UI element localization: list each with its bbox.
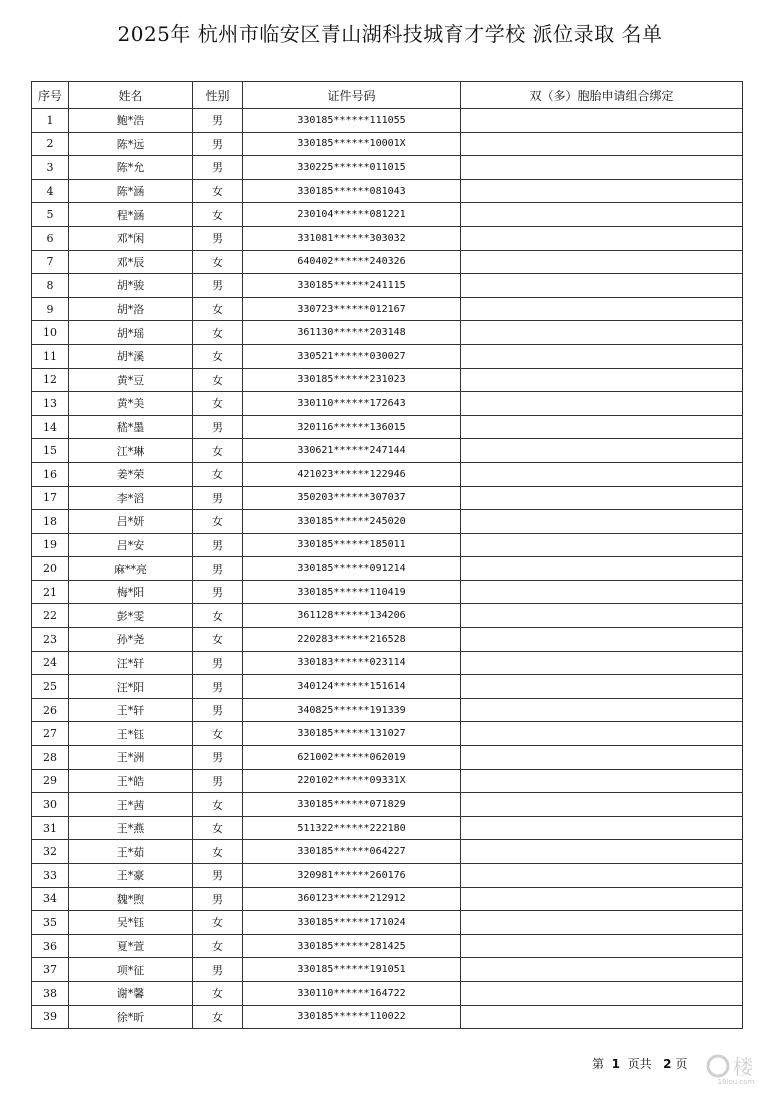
cell-twin-binding xyxy=(461,887,743,911)
cell-seq: 19 xyxy=(32,533,69,557)
cell-twin-binding xyxy=(461,840,743,864)
cell-name: 陈*远 xyxy=(69,132,193,156)
cell-seq: 21 xyxy=(32,580,69,604)
cell-gender: 女 xyxy=(193,722,243,746)
cell-gender: 女 xyxy=(193,462,243,486)
header-twin-binding: 双（多）胞胎申请组合绑定 xyxy=(461,82,743,109)
cell-id-number: 330185******281425 xyxy=(243,934,461,958)
cell-gender: 男 xyxy=(193,746,243,770)
cell-name: 王*轩 xyxy=(69,698,193,722)
cell-id-number: 640402******240326 xyxy=(243,250,461,274)
table-row xyxy=(32,981,743,1005)
cell-twin-binding xyxy=(461,392,743,416)
cell-twin-binding xyxy=(461,651,743,675)
cell-twin-binding xyxy=(461,462,743,486)
page-footer xyxy=(592,1055,687,1072)
cell-name: 王*茹 xyxy=(69,840,193,864)
table-body xyxy=(32,109,743,1029)
cell-id-number: 340825******191339 xyxy=(243,698,461,722)
cell-name: 谢*馨 xyxy=(69,981,193,1005)
table-row xyxy=(32,816,743,840)
cell-id-number: 330185******110022 xyxy=(243,1005,461,1029)
cell-id-number: 361128******134206 xyxy=(243,604,461,628)
cell-twin-binding xyxy=(461,746,743,770)
cell-gender: 男 xyxy=(193,226,243,250)
cell-name: 姜*荣 xyxy=(69,462,193,486)
cell-seq: 22 xyxy=(32,604,69,628)
table-row xyxy=(32,628,743,652)
cell-seq: 1 xyxy=(32,109,69,133)
cell-seq: 13 xyxy=(32,392,69,416)
cell-twin-binding xyxy=(461,934,743,958)
cell-twin-binding xyxy=(461,439,743,463)
cell-seq: 16 xyxy=(32,462,69,486)
cell-id-number: 220283******216528 xyxy=(243,628,461,652)
footer-prefix: 第 xyxy=(592,1057,605,1071)
cell-seq: 30 xyxy=(32,793,69,817)
watermark-glyph: 楼 xyxy=(733,1055,753,1079)
cell-seq: 10 xyxy=(32,321,69,345)
table-row xyxy=(32,368,743,392)
cell-gender: 女 xyxy=(193,793,243,817)
cell-id-number: 360123******212912 xyxy=(243,887,461,911)
cell-name: 江*琳 xyxy=(69,439,193,463)
cell-id-number: 330185******110419 xyxy=(243,580,461,604)
cell-gender: 女 xyxy=(193,179,243,203)
cell-name: 黄*豆 xyxy=(69,368,193,392)
cell-seq: 17 xyxy=(32,486,69,510)
cell-name: 王*钰 xyxy=(69,722,193,746)
cell-twin-binding xyxy=(461,486,743,510)
header-seq: 序号 xyxy=(32,82,69,109)
cell-id-number: 330185******091214 xyxy=(243,557,461,581)
cell-id-number: 340124******151614 xyxy=(243,675,461,699)
cell-name: 王*茜 xyxy=(69,793,193,817)
cell-gender: 男 xyxy=(193,675,243,699)
cell-id-number: 330185******191051 xyxy=(243,958,461,982)
cell-name: 王*皓 xyxy=(69,769,193,793)
cell-name: 黄*美 xyxy=(69,392,193,416)
footer-page-number: 1 xyxy=(611,1057,621,1071)
cell-id-number: 330185******064227 xyxy=(243,840,461,864)
cell-id-number: 621002******062019 xyxy=(243,746,461,770)
cell-twin-binding xyxy=(461,580,743,604)
cell-gender: 女 xyxy=(193,250,243,274)
table-row xyxy=(32,109,743,133)
table-row xyxy=(32,486,743,510)
cell-gender: 女 xyxy=(193,604,243,628)
cell-seq: 20 xyxy=(32,557,69,581)
cell-twin-binding xyxy=(461,226,743,250)
cell-name: 邓*闲 xyxy=(69,226,193,250)
cell-id-number: 331081******303032 xyxy=(243,226,461,250)
cell-twin-binding xyxy=(461,675,743,699)
cell-name: 彭*雯 xyxy=(69,604,193,628)
cell-twin-binding xyxy=(461,1005,743,1029)
cell-seq: 2 xyxy=(32,132,69,156)
cell-gender: 女 xyxy=(193,368,243,392)
table-row xyxy=(32,203,743,227)
cell-id-number: 330185******185011 xyxy=(243,533,461,557)
cell-name: 胡*瑶 xyxy=(69,321,193,345)
cell-seq: 31 xyxy=(32,816,69,840)
cell-seq: 6 xyxy=(32,226,69,250)
cell-name: 夏*萱 xyxy=(69,934,193,958)
cell-twin-binding xyxy=(461,722,743,746)
cell-gender: 女 xyxy=(193,840,243,864)
cell-name: 汪*阳 xyxy=(69,675,193,699)
cell-twin-binding xyxy=(461,250,743,274)
page-title: 2025年 杭州市临安区青山湖科技城育才学校 派位录取 名单 xyxy=(117,22,663,46)
cell-seq: 28 xyxy=(32,746,69,770)
cell-id-number: 230104******081221 xyxy=(243,203,461,227)
cell-id-number: 330185******171024 xyxy=(243,911,461,935)
table-row xyxy=(32,392,743,416)
cell-name: 孙*尧 xyxy=(69,628,193,652)
cell-seq: 9 xyxy=(32,297,69,321)
header-id-number: 证件号码 xyxy=(243,82,461,109)
cell-gender: 男 xyxy=(193,533,243,557)
cell-id-number: 320981******260176 xyxy=(243,864,461,888)
header-gender: 性别 xyxy=(193,82,243,109)
cell-seq: 3 xyxy=(32,156,69,180)
cell-twin-binding xyxy=(461,911,743,935)
cell-name: 汪*轩 xyxy=(69,651,193,675)
footer-total-pages: 2 xyxy=(663,1057,672,1071)
cell-twin-binding xyxy=(461,156,743,180)
cell-seq: 14 xyxy=(32,415,69,439)
table-row xyxy=(32,934,743,958)
cell-twin-binding xyxy=(461,344,743,368)
cell-gender: 女 xyxy=(193,816,243,840)
cell-seq: 37 xyxy=(32,958,69,982)
cell-seq: 35 xyxy=(32,911,69,935)
cell-seq: 15 xyxy=(32,439,69,463)
cell-id-number: 330185******081043 xyxy=(243,179,461,203)
cell-gender: 男 xyxy=(193,580,243,604)
cell-twin-binding xyxy=(461,132,743,156)
table-row xyxy=(32,580,743,604)
table-row xyxy=(32,1005,743,1029)
cell-gender: 女 xyxy=(193,934,243,958)
cell-twin-binding xyxy=(461,179,743,203)
table-row xyxy=(32,274,743,298)
cell-name: 胡*溪 xyxy=(69,344,193,368)
table-row xyxy=(32,321,743,345)
cell-name: 王*豪 xyxy=(69,864,193,888)
cell-twin-binding xyxy=(461,297,743,321)
cell-name: 胡*骏 xyxy=(69,274,193,298)
cell-gender: 男 xyxy=(193,769,243,793)
cell-twin-binding xyxy=(461,958,743,982)
cell-seq: 11 xyxy=(32,344,69,368)
cell-seq: 36 xyxy=(32,934,69,958)
cell-seq: 12 xyxy=(32,368,69,392)
cell-name: 徐*昕 xyxy=(69,1005,193,1029)
table-header-row xyxy=(32,82,743,109)
cell-seq: 29 xyxy=(32,769,69,793)
cell-name: 王*洲 xyxy=(69,746,193,770)
cell-seq: 18 xyxy=(32,510,69,534)
cell-name: 陈*允 xyxy=(69,156,193,180)
table-row xyxy=(32,722,743,746)
watermark-logo xyxy=(705,1052,767,1086)
cell-id-number: 330110******164722 xyxy=(243,981,461,1005)
cell-name: 吕*安 xyxy=(69,533,193,557)
cell-seq: 7 xyxy=(32,250,69,274)
cell-twin-binding xyxy=(461,368,743,392)
cell-twin-binding xyxy=(461,557,743,581)
cell-name: 李*滔 xyxy=(69,486,193,510)
table-row xyxy=(32,911,743,935)
cell-seq: 33 xyxy=(32,864,69,888)
cell-id-number: 330723******012167 xyxy=(243,297,461,321)
cell-twin-binding xyxy=(461,415,743,439)
cell-id-number: 330110******172643 xyxy=(243,392,461,416)
cell-seq: 39 xyxy=(32,1005,69,1029)
cell-gender: 女 xyxy=(193,628,243,652)
header-name: 姓名 xyxy=(69,82,193,109)
cell-twin-binding xyxy=(461,203,743,227)
table-row xyxy=(32,793,743,817)
table-row xyxy=(32,462,743,486)
table-row xyxy=(32,557,743,581)
table-row xyxy=(32,604,743,628)
cell-id-number: 421023******122946 xyxy=(243,462,461,486)
cell-gender: 女 xyxy=(193,911,243,935)
cell-gender: 男 xyxy=(193,109,243,133)
cell-twin-binding xyxy=(461,628,743,652)
cell-name: 王*燕 xyxy=(69,816,193,840)
cell-twin-binding xyxy=(461,604,743,628)
table-row xyxy=(32,958,743,982)
cell-name: 麻**亮 xyxy=(69,557,193,581)
cell-seq: 24 xyxy=(32,651,69,675)
cell-twin-binding xyxy=(461,793,743,817)
cell-seq: 32 xyxy=(32,840,69,864)
cell-gender: 男 xyxy=(193,156,243,180)
footer-middle: 页共 xyxy=(627,1057,652,1071)
table-row xyxy=(32,226,743,250)
cell-name: 魏*煦 xyxy=(69,887,193,911)
cell-name: 项*征 xyxy=(69,958,193,982)
cell-id-number: 320116******136015 xyxy=(243,415,461,439)
cell-gender: 女 xyxy=(193,439,243,463)
table-row xyxy=(32,132,743,156)
cell-seq: 26 xyxy=(32,698,69,722)
cell-seq: 8 xyxy=(32,274,69,298)
table-row xyxy=(32,415,743,439)
cell-id-number: 330521******030027 xyxy=(243,344,461,368)
cell-gender: 男 xyxy=(193,557,243,581)
footer-suffix: 页 xyxy=(675,1057,688,1071)
table-row xyxy=(32,746,743,770)
cell-seq: 23 xyxy=(32,628,69,652)
cell-twin-binding xyxy=(461,981,743,1005)
cell-seq: 25 xyxy=(32,675,69,699)
cell-name: 程*涵 xyxy=(69,203,193,227)
cell-id-number: 330185******231023 xyxy=(243,368,461,392)
cell-id-number: 330183******023114 xyxy=(243,651,461,675)
table-row xyxy=(32,297,743,321)
table-row xyxy=(32,439,743,463)
table-row xyxy=(32,651,743,675)
cell-twin-binding xyxy=(461,321,743,345)
cell-id-number: 330185******071829 xyxy=(243,793,461,817)
cell-id-number: 220102******09331X xyxy=(243,769,461,793)
cell-id-number: 330185******241115 xyxy=(243,274,461,298)
cell-twin-binding xyxy=(461,864,743,888)
cell-gender: 男 xyxy=(193,415,243,439)
cell-id-number: 330185******10001X xyxy=(243,132,461,156)
cell-gender: 女 xyxy=(193,1005,243,1029)
cell-id-number: 361130******203148 xyxy=(243,321,461,345)
cell-gender: 男 xyxy=(193,864,243,888)
cell-name: 吴*钰 xyxy=(69,911,193,935)
cell-gender: 女 xyxy=(193,321,243,345)
table-row xyxy=(32,675,743,699)
watermark-site: 19lou.com xyxy=(717,1078,755,1086)
cell-gender: 女 xyxy=(193,297,243,321)
cell-gender: 男 xyxy=(193,958,243,982)
cell-twin-binding xyxy=(461,109,743,133)
cell-gender: 男 xyxy=(193,486,243,510)
cell-name: 梅*阳 xyxy=(69,580,193,604)
cell-gender: 男 xyxy=(193,887,243,911)
table-row xyxy=(32,533,743,557)
cell-id-number: 330185******131027 xyxy=(243,722,461,746)
cell-gender: 男 xyxy=(193,274,243,298)
cell-twin-binding xyxy=(461,274,743,298)
table-row xyxy=(32,769,743,793)
table-row xyxy=(32,250,743,274)
cell-gender: 女 xyxy=(193,203,243,227)
cell-seq: 38 xyxy=(32,981,69,1005)
cell-seq: 27 xyxy=(32,722,69,746)
cell-twin-binding xyxy=(461,769,743,793)
cell-seq: 5 xyxy=(32,203,69,227)
table-row xyxy=(32,840,743,864)
cell-id-number: 511322******222180 xyxy=(243,816,461,840)
cell-name: 陈*涵 xyxy=(69,179,193,203)
cell-name: 吕*妍 xyxy=(69,510,193,534)
admission-roster-table xyxy=(31,81,743,1029)
table-row xyxy=(32,179,743,203)
cell-id-number: 330225******011015 xyxy=(243,156,461,180)
cell-name: 胡*洛 xyxy=(69,297,193,321)
cell-gender: 男 xyxy=(193,698,243,722)
table-row xyxy=(32,344,743,368)
cell-gender: 男 xyxy=(193,651,243,675)
table-row xyxy=(32,510,743,534)
cell-id-number: 330185******111055 xyxy=(243,109,461,133)
cell-twin-binding xyxy=(461,698,743,722)
cell-twin-binding xyxy=(461,533,743,557)
cell-gender: 男 xyxy=(193,132,243,156)
cell-twin-binding xyxy=(461,510,743,534)
cell-seq: 4 xyxy=(32,179,69,203)
cell-twin-binding xyxy=(461,816,743,840)
cell-id-number: 330621******247144 xyxy=(243,439,461,463)
table-row xyxy=(32,156,743,180)
cell-name: 邓*辰 xyxy=(69,250,193,274)
cell-name: 鲍*浩 xyxy=(69,109,193,133)
cell-gender: 女 xyxy=(193,392,243,416)
cell-seq: 34 xyxy=(32,887,69,911)
cell-gender: 女 xyxy=(193,344,243,368)
table-row xyxy=(32,864,743,888)
table-row xyxy=(32,698,743,722)
cell-id-number: 330185******245020 xyxy=(243,510,461,534)
cell-id-number: 350203******307037 xyxy=(243,486,461,510)
cell-name: 嵇*墨 xyxy=(69,415,193,439)
cell-gender: 女 xyxy=(193,981,243,1005)
cell-gender: 女 xyxy=(193,510,243,534)
table-row xyxy=(32,887,743,911)
